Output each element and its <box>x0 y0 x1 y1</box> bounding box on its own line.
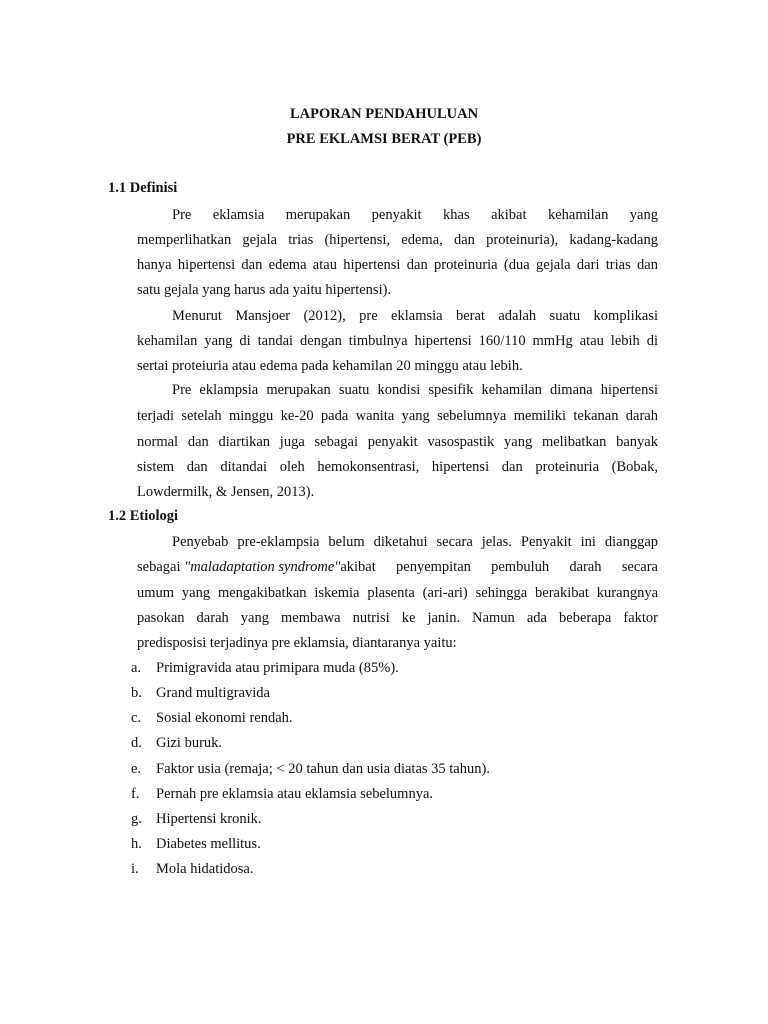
list-item <box>131 684 270 702</box>
list-item <box>131 835 261 853</box>
italic-term: "maladaptation syndrome" <box>184 559 341 575</box>
list-item-text: Faktor usia (remaja; < 20 tahun dan usia diatas 35 tahun). <box>156 761 490 777</box>
list-item <box>131 709 293 727</box>
list-marker: h. <box>131 836 142 852</box>
paragraph-line: Menurut Mansjoer (2012), pre eklamsia berat adalah suatu komplikasi <box>172 308 658 324</box>
paragraph-line: Pre eklampsia merupakan suatu kondisi spesifik kehamilan dimana hipertensi <box>172 382 658 398</box>
text-segment: akibat penyempitan pembuluh darah secara <box>340 559 658 575</box>
list-marker: c. <box>131 710 142 726</box>
list-marker: d. <box>131 735 142 751</box>
list-marker: i. <box>131 861 139 877</box>
paragraph-line: normal dan diartikan juga sebagai penyakit vasospastik yang melibatkan banyak <box>137 434 658 450</box>
list-item-text: Grand multigravida <box>156 685 270 701</box>
paragraph-line <box>137 558 658 576</box>
list-item-text: Mola hidatidosa. <box>156 861 254 877</box>
list-item <box>131 860 253 878</box>
list-marker: g. <box>131 811 142 827</box>
list-marker: a. <box>131 660 142 676</box>
list-item <box>131 734 222 752</box>
list-item-text: Hipertensi kronik. <box>156 811 262 827</box>
paragraph-line: Pre eklamsia merupakan penyakit khas akibat kehamilan yang <box>172 207 658 223</box>
paragraph-line: Lowdermilk, & Jensen, 2013). <box>137 484 315 500</box>
list-item <box>131 659 399 677</box>
list-item-text: Pernah pre eklamsia atau eklamsia sebelumnya. <box>156 786 434 802</box>
list-item <box>131 785 433 803</box>
list-item-text: Gizi buruk. <box>156 735 223 751</box>
text-segment: sebagai <box>137 559 181 575</box>
list-item <box>131 810 262 828</box>
paragraph-line: sertai proteiuria atau edema pada kehamilan 20 minggu atau lebih. <box>137 358 523 374</box>
list-item-text: Primigravida atau primipara muda (85%). <box>156 660 399 676</box>
list-item <box>131 760 490 778</box>
section-2-heading: 1.2 Etiologi <box>108 508 179 524</box>
paragraph-line: hanya hipertensi dan edema atau hipertensi dan proteinuria (dua gejala dari trias dan <box>137 257 658 273</box>
list-marker: f. <box>131 786 140 802</box>
paragraph-line: kehamilan yang di tandai dengan timbulnya hipertensi 160/110 mmHg atau lebih di <box>137 333 658 349</box>
paragraph-line: terjadi setelah minggu ke-20 pada wanita yang sebelumnya memiliki tekanan darah <box>137 408 658 424</box>
paragraph-line: pasokan darah yang membawa nutrisi ke janin. Namun ada beberapa faktor <box>137 610 658 626</box>
title-line-2: PRE EKLAMSI BERAT (PEB) <box>286 131 482 147</box>
paragraph-line: umum yang mengakibatkan iskemia plasenta (ari-ari) sehingga berakibat kurangnya <box>137 585 658 601</box>
paragraph-line: Penyebab pre-eklampsia belum diketahui secara jelas. Penyakit ini dianggap <box>172 534 658 550</box>
list-marker: e. <box>131 761 142 777</box>
list-item-text: Diabetes mellitus. <box>156 836 261 852</box>
title-line-1: LAPORAN PENDAHULUAN <box>289 106 479 122</box>
paragraph-line: satu gejala yang harus ada yaitu hipertensi). <box>137 282 392 298</box>
paragraph-line: predisposisi terjadinya pre eklamsia, diantaranya yaitu: <box>137 635 457 651</box>
section-1-heading: 1.1 Definisi <box>108 180 178 196</box>
list-marker: b. <box>131 685 142 701</box>
paragraph-line: memperlihatkan gejala trias (hipertensi, edema, dan proteinuria), kadang-kadang <box>137 232 658 248</box>
list-item-text: Sosial ekonomi rendah. <box>156 710 293 726</box>
paragraph-line: sistem dan ditandai oleh hemokonsentrasi, hipertensi dan proteinuria (Bobak, <box>137 459 658 475</box>
